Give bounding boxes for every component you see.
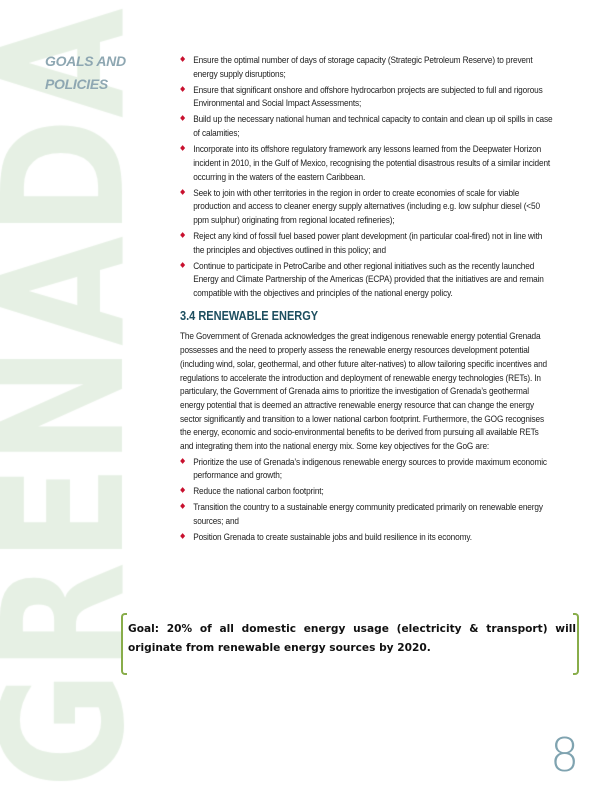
- objectives-bullet-list: [180, 455, 554, 544]
- list-item: [180, 83, 554, 110]
- list-item: [180, 500, 554, 527]
- diamond-bullet-icon: [180, 488, 185, 494]
- list-item: [180, 186, 554, 227]
- policy-bullet-list: [180, 53, 554, 300]
- diamond-bullet-icon: [180, 232, 185, 238]
- goal-callout: [121, 613, 579, 671]
- list-item-text: Transition the country to a sustainable energy community predicated primarily on renewable energy sources; and: [193, 501, 543, 527]
- side-heading: [45, 50, 126, 96]
- list-item-text: Build up the necessary national human and technical capacity to contain and clean up oil spills in case of calamities;: [193, 113, 553, 139]
- diamond-bullet-icon: [180, 86, 185, 92]
- grenada-watermark: [0, 0, 135, 792]
- diamond-bullet-icon: [180, 533, 185, 539]
- main-content: [180, 53, 554, 546]
- diamond-bullet-icon: [180, 458, 185, 464]
- list-item: [180, 229, 554, 256]
- list-item-text: Ensure that significant onshore and offshore hydrocarbon projects are subjected to full and rigorous Environmental and Social Impact Assessments;: [193, 83, 543, 109]
- section-paragraph: The Government of Grenada acknowledges the great indigenous renewable energy potential Grenada possesses and the need to properly assess the renewable energy resources development potential (including wind, solar, geothermal, and other future alter-natives) to allow tailoring specific incentives and regulations to accelerate the introduction and deployment of renewable energy technologies (RETs). In particulary, the Government of Grenada aims to prioritize the investigation of Grenada’s geothermal energy potential that is deemed an attractive renewable energy resource that can change the energy sector significantly and transition to a lower national carbon footprint. Furthermore, the GOG recognises the energy, economic and socio-environmental benefits to be derived from pursuing all available RETs and integrating them into the national energy mix. Some key objectives for the GoG are:: [180, 330, 548, 452]
- list-item: [180, 142, 554, 183]
- page-number: 8: [550, 728, 580, 782]
- list-item-text: Ensure the optimal number of days of storage capacity (Strategic Petroleum Reserve) to prevent energy supply disruptions;: [193, 54, 533, 79]
- list-item: [180, 53, 554, 80]
- diamond-bullet-icon: [180, 189, 185, 195]
- diamond-bullet-icon: [180, 262, 185, 268]
- diamond-bullet-icon: [180, 504, 185, 510]
- diamond-bullet-icon: [180, 56, 185, 62]
- section-heading: 3.4 RENEWABLE ENERGY: [180, 308, 319, 323]
- left-bracket: [121, 613, 127, 675]
- list-item: [180, 112, 554, 139]
- list-item-text: Continue to participate in PetroCaribe and other regional initiatives such as the recently launched Energy and Climate Partnership of the Americas (ECPA) provided that the initiatives are and remain compatible with the objectives and principles of the national energy policy.: [193, 259, 544, 299]
- list-item-text: Reduce the national carbon footprint;: [193, 485, 324, 497]
- list-item: [180, 484, 554, 498]
- list-item-text: Reject any kind of fossil fuel based power plant development (in particular coal-fired) not in line with the principles and objectives outlined in this policy; and: [193, 229, 543, 255]
- list-item: [180, 455, 554, 482]
- list-item-text: Incorporate into its offshore regulatory framework any lessons learned from the Deepwater Horizon incident in 2010, in the Gulf of Mexico, recognising the potential disastrous results of a similar incident occurring in the waters of the eastern Caribbean.: [193, 143, 551, 182]
- list-item-text: Position Grenada to create sustainable jobs and build resilience in its economy.: [193, 531, 472, 543]
- side-heading-line: GOALS AND: [45, 53, 126, 69]
- goal-text: Goal: 20% of all domestic energy usage (electricity & transport) will originate from renewable energy sources by 2020.: [128, 623, 576, 654]
- side-heading-line: POLICIES: [45, 76, 108, 92]
- list-item-text: Seek to join with other territories in the region in order to create economies of scale for viable production and access to cleaner energy supply alternatives (including e.g. low sulphur diesel (<50 ppm sulphur) originating from regional located refineries);: [193, 186, 540, 225]
- list-item: [180, 259, 554, 300]
- list-item: [180, 530, 554, 544]
- list-item-text: Prioritize the use of Grenada’s indigenous renewable energy sources to provide maximum economic performance and growth;: [193, 455, 547, 481]
- diamond-bullet-icon: [180, 116, 185, 122]
- diamond-bullet-icon: [180, 145, 185, 151]
- right-bracket: [573, 613, 579, 675]
